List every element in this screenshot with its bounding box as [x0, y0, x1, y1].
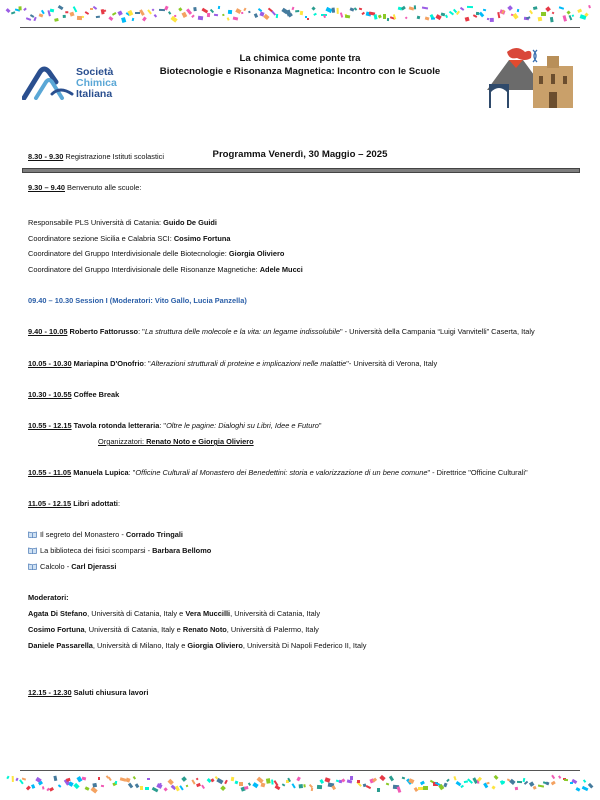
- confetti-piece: [220, 786, 226, 792]
- confetti-piece: [121, 17, 126, 23]
- sci-logo-text: [76, 67, 117, 100]
- confetti-piece: [154, 14, 157, 18]
- confetti-piece: [420, 781, 425, 786]
- confetti-piece: [127, 783, 133, 789]
- confetti-piece: [195, 778, 198, 781]
- confetti-piece: [191, 14, 195, 18]
- confetti-piece: [211, 778, 215, 782]
- confetti-piece: [564, 779, 568, 781]
- confetti-piece: [444, 782, 448, 786]
- confetti-piece: [361, 12, 365, 16]
- confetti-piece: [198, 16, 203, 21]
- moderator-affiliation: , Università di Palermo, Italy: [226, 625, 319, 634]
- confetti-piece: [186, 785, 189, 788]
- confetti-piece: [549, 16, 553, 22]
- confetti-piece: [93, 6, 98, 10]
- moderators-row: [28, 641, 367, 651]
- confetti-piece: [577, 9, 582, 14]
- confetti-piece: [104, 9, 107, 12]
- moderator-name: Vera Muccilli: [185, 609, 231, 618]
- confetti-piece: [454, 776, 457, 780]
- confetti-piece: [48, 787, 53, 791]
- confetti-piece: [191, 779, 195, 784]
- welcome-name: Guido De Guidi: [163, 218, 217, 227]
- confetti-piece: [180, 785, 185, 790]
- confetti-piece: [22, 778, 26, 781]
- page-title: [150, 52, 450, 78]
- welcome-name: Cosimo Fortuna: [173, 234, 231, 243]
- closing-row: [28, 688, 148, 698]
- confetti-piece: [477, 777, 482, 782]
- talk-time: 10.55 - 11.05: [28, 468, 72, 477]
- confetti-piece: [357, 780, 360, 784]
- moderator-affiliation: , Università di Milano, Italy e: [92, 641, 188, 650]
- confetti-piece: [353, 7, 357, 10]
- confetti-piece: [491, 785, 495, 789]
- confetti-piece: [431, 18, 435, 21]
- organizers-names: Renato Noto e Giorgia Oliviero: [146, 437, 254, 446]
- confetti-piece: [414, 5, 417, 9]
- tavola-row: [28, 421, 322, 431]
- confetti-piece: [310, 787, 313, 790]
- confetti-piece: [253, 783, 259, 789]
- confetti-piece: [422, 6, 428, 9]
- confetti-piece: [402, 776, 405, 778]
- welcome-role: Coordinatore del Gruppo Interdivisionale delle Biotecnologie:: [28, 249, 229, 258]
- confetti-piece: [372, 777, 377, 782]
- welcome-item: [28, 265, 303, 275]
- confetti-piece: [74, 783, 80, 789]
- confetti-piece: [15, 778, 19, 782]
- confetti-piece: [486, 17, 489, 20]
- confetti-piece: [510, 779, 516, 785]
- confetti-piece: [424, 17, 429, 21]
- confetti-piece: [541, 12, 546, 16]
- confetti-piece: [151, 786, 158, 792]
- punct: : ": [128, 468, 136, 477]
- sci-logo: [22, 64, 132, 104]
- confetti-piece: [342, 778, 346, 782]
- confetti-piece: [12, 776, 14, 782]
- confetti-piece: [359, 8, 363, 11]
- confetti-piece: [151, 8, 154, 11]
- bottom-divider: [20, 770, 580, 771]
- confetti-piece: [10, 11, 15, 15]
- talk-speaker: Roberto Fattorusso: [67, 327, 139, 336]
- organizers-row: [98, 437, 254, 447]
- confetti-piece: [350, 776, 353, 781]
- punct: ": [318, 421, 322, 430]
- moderators-row: [28, 609, 320, 619]
- confetti-piece: [244, 7, 247, 10]
- talk-affiliation: "- Università di Verona, Italy: [346, 359, 438, 368]
- confetti-piece: [397, 786, 402, 792]
- confetti-piece: [300, 11, 303, 15]
- confetti-piece: [139, 9, 145, 16]
- confetti-piece: [58, 5, 64, 11]
- confetti-piece: [275, 785, 281, 790]
- confetti-piece: [132, 18, 135, 21]
- confetti-piece: [337, 8, 339, 14]
- confetti-piece: [366, 785, 371, 789]
- confetti-piece: [444, 14, 447, 17]
- punct: : ": [143, 359, 151, 368]
- book-icon: [28, 563, 37, 570]
- confetti-piece: [339, 13, 343, 18]
- confetti-piece: [24, 8, 28, 12]
- moderator-name: Renato Noto: [182, 625, 227, 634]
- confetti-piece: [125, 777, 130, 782]
- book-item: [28, 562, 116, 572]
- confetti-piece: [299, 784, 303, 788]
- registration-row: [28, 152, 164, 162]
- moderator-affiliation: , Università di Catania, Italy e: [84, 625, 183, 634]
- confetti-piece: [446, 778, 450, 782]
- welcome-item: [28, 249, 284, 259]
- book-title: La biblioteca dei fisici scomparsi -: [40, 546, 153, 555]
- title-line1: La chimica come ponte tra: [239, 53, 361, 64]
- confetti-piece: [54, 776, 58, 781]
- confetti-piece: [84, 786, 89, 791]
- confetti-piece: [405, 16, 408, 19]
- confetti-piece: [143, 16, 148, 21]
- confetti-piece: [386, 783, 389, 786]
- talk-title: Alterazioni strutturali di proteine e implicazioni nelle malattie: [150, 359, 347, 368]
- programma-date: Programma Venerdì, 30 Maggio – 2025: [212, 149, 388, 160]
- decorative-confetti-band-bottom: [6, 776, 594, 792]
- confetti-piece: [380, 775, 386, 781]
- confetti-piece: [378, 14, 383, 19]
- confetti-piece: [558, 6, 563, 9]
- confetti-piece: [225, 780, 229, 785]
- confetti-piece: [417, 16, 421, 19]
- volcano-cathedral-logo: [487, 44, 579, 112]
- confetti-piece: [33, 16, 37, 21]
- logo-text-line1: Società: [76, 66, 114, 78]
- books-heading-row: [28, 499, 120, 509]
- confetti-piece: [82, 776, 86, 779]
- confetti-piece: [383, 14, 387, 18]
- book-author: Corrado Tringali: [125, 530, 183, 539]
- talk-affiliation: " - Direttrice "Officine Culturali": [427, 468, 528, 477]
- talk-time: 9.40 - 10.05: [28, 327, 68, 336]
- confetti-piece: [214, 14, 219, 17]
- confetti-piece: [538, 784, 544, 787]
- confetti-piece: [37, 781, 42, 786]
- confetti-piece: [515, 787, 518, 790]
- confetti-piece: [42, 787, 44, 790]
- confetti-piece: [393, 14, 396, 20]
- confetti-piece: [529, 10, 533, 14]
- moderator-name: Cosimo Fortuna: [28, 625, 85, 634]
- confetti-piece: [464, 17, 469, 22]
- confetti-piece: [135, 784, 140, 789]
- welcome-text: Benvenuto alle scuole:: [65, 183, 142, 192]
- confetti-piece: [92, 783, 96, 787]
- confetti-piece: [174, 14, 176, 16]
- moderator-name: Agata Di Stefano: [28, 609, 88, 618]
- confetti-piece: [26, 17, 31, 21]
- confetti-piece: [49, 8, 53, 11]
- confetti-piece: [117, 10, 123, 15]
- confetti-piece: [314, 12, 318, 15]
- book-author: Barbara Bellomo: [152, 546, 212, 555]
- talk-affiliation: " - Università della Campania “Luigi Vanvitelli” Caserta, Italy: [339, 327, 535, 336]
- confetti-piece: [486, 782, 489, 785]
- book-title: Calcolo -: [40, 562, 72, 571]
- confetti-piece: [423, 786, 428, 790]
- confetti-piece: [307, 18, 309, 20]
- confetti-piece: [186, 8, 192, 15]
- confetti-piece: [96, 16, 100, 18]
- confetti-piece: [490, 18, 494, 22]
- confetti-piece: [178, 7, 182, 11]
- confetti-piece: [551, 775, 555, 780]
- books-time: 11.05 - 12.15: [28, 499, 72, 508]
- confetti-piece: [461, 785, 465, 789]
- confetti-piece: [85, 11, 89, 14]
- confetti-piece: [533, 6, 537, 9]
- confetti-piece: [90, 786, 97, 793]
- talk-speaker: Mariapina D'Onofrio: [71, 359, 144, 368]
- welcome-item: [28, 218, 217, 228]
- confetti-piece: [210, 9, 214, 13]
- logo-text-line2: Chimica: [76, 77, 117, 89]
- confetti-piece: [181, 776, 187, 782]
- confetti-piece: [297, 777, 302, 782]
- confetti-piece: [261, 783, 266, 788]
- decorative-confetti-band-top: [6, 6, 594, 22]
- confetti-piece: [140, 786, 143, 789]
- books-label: Libri adottati: [71, 499, 118, 508]
- organizers-label: Organizzatori:: [98, 437, 147, 446]
- closing-text: Saluti chiusura lavori: [71, 688, 149, 697]
- confetti-piece: [63, 15, 66, 18]
- confetti-piece: [248, 11, 251, 14]
- confetti-piece: [376, 788, 379, 792]
- confetti-piece: [147, 778, 150, 780]
- sci-logo-icon: [22, 64, 74, 100]
- confetti-piece: [581, 786, 588, 792]
- confetti-piece: [233, 17, 238, 20]
- punct: :: [117, 499, 121, 508]
- confetti-piece: [282, 783, 286, 786]
- book-icon: [28, 531, 37, 538]
- confetti-piece: [133, 776, 136, 780]
- talk-title: Officine Culturali al Monastero dei Benedettini: storia e valorizzazione di un bene comune: [135, 468, 428, 477]
- confetti-piece: [512, 13, 518, 19]
- talk-row: [28, 327, 535, 337]
- book-author: Carl Djerassi: [71, 562, 117, 571]
- moderators-row: [28, 625, 319, 635]
- confetti-piece: [254, 13, 258, 18]
- confetti-piece: [576, 787, 581, 791]
- confetti-piece: [545, 6, 551, 12]
- confetti-piece: [109, 16, 114, 20]
- confetti-piece: [311, 7, 315, 11]
- welcome-name: Adele Mucci: [259, 265, 303, 274]
- confetti-piece: [207, 13, 211, 18]
- book-item: [28, 530, 183, 540]
- confetti-piece: [26, 786, 31, 791]
- confetti-piece: [108, 777, 112, 781]
- confetti-piece: [7, 776, 10, 779]
- welcome-role: Coordinatore del Gruppo Interdivisionale delle Risonanze Magnetiche:: [28, 265, 260, 274]
- coffee-text: Coffee Break: [71, 390, 120, 399]
- moderator-affiliation: , Università Di Napoli Federico II, Italy: [242, 641, 367, 650]
- confetti-piece: [58, 785, 62, 789]
- confetti-piece: [31, 784, 36, 789]
- confetti-piece: [55, 18, 59, 22]
- welcome-time: 9.30 – 9.40: [28, 183, 65, 192]
- confetti-piece: [494, 775, 499, 780]
- confetti-piece: [145, 787, 149, 790]
- confetti-piece: [583, 779, 587, 783]
- confetti-piece: [263, 14, 269, 20]
- punct: : ": [159, 421, 167, 430]
- talk-speaker: Manuela Lupica: [71, 468, 129, 477]
- confetti-piece: [563, 15, 567, 21]
- confetti-piece: [389, 775, 394, 781]
- confetti-piece: [303, 784, 305, 788]
- confetti-piece: [163, 787, 168, 792]
- confetti-piece: [589, 5, 592, 9]
- confetti-piece: [266, 778, 270, 783]
- volcano-cathedral-icon: [487, 44, 579, 112]
- talk-time: 10.05 - 10.30: [28, 359, 72, 368]
- confetti-piece: [460, 7, 465, 11]
- confetti-piece: [244, 786, 248, 789]
- book-icon: [28, 547, 37, 554]
- confetti-piece: [218, 6, 220, 9]
- confetti-piece: [82, 16, 85, 18]
- title-line2: Biotecnologie e Risonanza Magnetica: Incontro con le Scuole: [159, 66, 441, 77]
- confetti-piece: [128, 10, 134, 16]
- confetti-piece: [73, 6, 78, 12]
- talk-title: La struttura delle molecole e la vita: un legame indissolubile: [144, 327, 340, 336]
- welcome-role: Responsabile PLS Università di Catania:: [28, 218, 164, 227]
- book-title: Il segreto del Monastero -: [40, 530, 126, 539]
- welcome-name: Giorgia Oliviero: [228, 249, 285, 258]
- punct: : ": [138, 327, 145, 336]
- confetti-piece: [227, 17, 229, 20]
- confetti-piece: [217, 777, 224, 783]
- confetti-piece: [558, 776, 562, 780]
- top-divider: [20, 27, 580, 28]
- confetti-piece: [332, 8, 335, 13]
- confetti-piece: [115, 781, 118, 784]
- confetti-piece: [570, 782, 573, 784]
- confetti-piece: [478, 11, 484, 17]
- confetti-piece: [228, 10, 233, 15]
- confetti-piece: [66, 12, 69, 14]
- registration-time: 8.30 - 9.30: [28, 152, 64, 161]
- confetti-piece: [41, 10, 45, 14]
- coffee-break-row: [28, 390, 119, 400]
- confetti-piece: [538, 17, 543, 22]
- confetti-piece: [517, 9, 520, 13]
- confetti-piece: [584, 12, 588, 16]
- moderator-name: Daniele Passarella: [28, 641, 93, 650]
- confetti-piece: [241, 12, 243, 14]
- confetti-piece: [239, 782, 244, 785]
- confetti-piece: [401, 6, 406, 10]
- confetti-piece: [552, 12, 555, 15]
- confetti-piece: [467, 6, 473, 8]
- confetti-piece: [19, 6, 22, 10]
- session-heading: 09.40 – 10.30 Session I (Moderatori: Vito Gallo, Lucia Panzella): [28, 296, 247, 305]
- confetti-piece: [551, 781, 555, 785]
- confetti-piece: [532, 786, 536, 790]
- tavola-time: 10.55 - 12.15: [28, 421, 72, 430]
- confetti-piece: [331, 785, 335, 789]
- moderators-label: Moderatori:: [28, 593, 69, 602]
- confetti-piece: [291, 783, 296, 789]
- confetti-piece: [317, 784, 322, 789]
- moderator-affiliation: , Università di Catania, Italy e: [87, 609, 186, 618]
- confetti-piece: [194, 7, 197, 12]
- moderator-affiliation: , Università di Catania, Italy: [230, 609, 321, 618]
- closing-time: 12.15 - 12.30: [28, 688, 72, 697]
- talk-row: [28, 359, 437, 369]
- confetti-piece: [101, 785, 104, 787]
- confetti-piece: [248, 783, 251, 786]
- confetti-piece: [20, 779, 24, 784]
- welcome-role: Coordinatore sezione Sicilia e Calabria SCI:: [28, 234, 174, 243]
- confetti-piece: [435, 14, 441, 20]
- confetti-piece: [98, 777, 100, 780]
- confetti-piece: [507, 5, 513, 11]
- logo-text-line3: Italiana: [76, 88, 113, 100]
- confetti-piece: [230, 777, 234, 782]
- welcome-row: [28, 183, 141, 193]
- book-item: [28, 546, 211, 556]
- talk-row: [28, 468, 528, 478]
- confetti-piece: [287, 13, 292, 17]
- confetti-piece: [276, 14, 279, 18]
- confetti-piece: [222, 14, 225, 17]
- welcome-item: [28, 234, 231, 244]
- confetti-piece: [545, 781, 549, 785]
- moderator-name: Giorgia Oliviero: [187, 641, 243, 650]
- confetti-piece: [202, 784, 206, 789]
- tavola-title: Oltre le pagine: Dialoghi su Libri, Idee e Futuro: [166, 421, 319, 430]
- confetti-piece: [456, 10, 460, 14]
- confetti-piece: [90, 8, 93, 10]
- coffee-time: 10.30 - 10.55: [28, 390, 72, 399]
- tavola-label: Tavola rotonda letteraria: [71, 421, 160, 430]
- confetti-piece: [483, 9, 486, 12]
- registration-text: Registrazione Istituti scolastici: [63, 152, 164, 161]
- confetti-piece: [572, 15, 574, 18]
- confetti-piece: [69, 11, 74, 16]
- header-bar: [22, 168, 580, 173]
- confetti-piece: [168, 11, 172, 15]
